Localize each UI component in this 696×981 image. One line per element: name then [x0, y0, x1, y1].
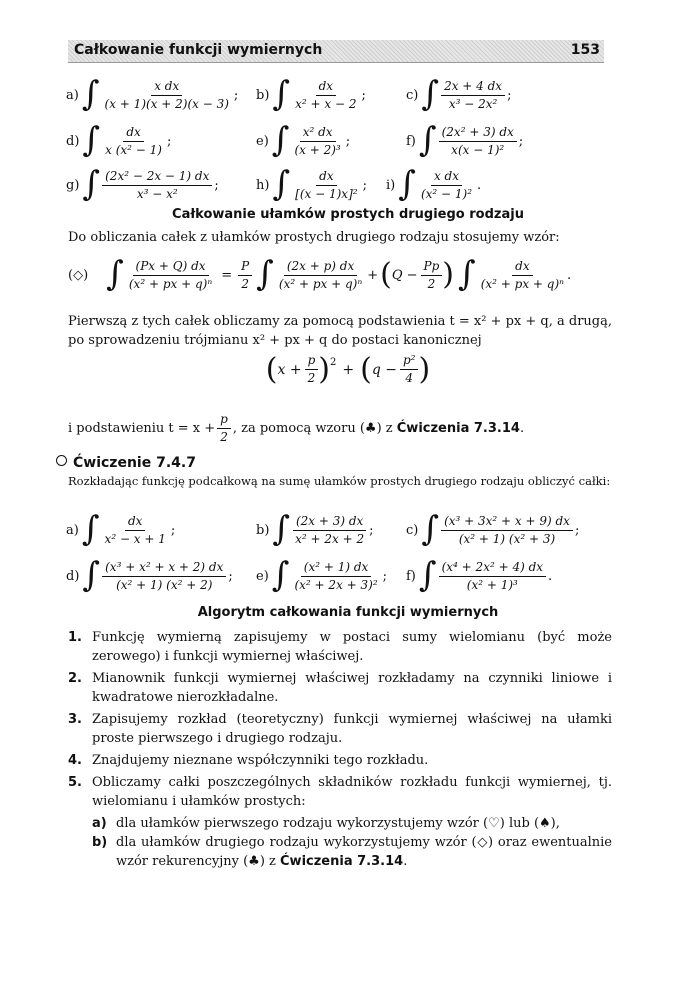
algorithm-step: 5. Obliczamy całki poszczególnych składników rozkładu funkcji wymiernej, tj. wielomianu i ułamków prostych: a) dla ułamków pierwszego rodzaju wykorzystujemy wzór (♡) lub (♠), b) dla ułamków drugiego rodzaju wykorzystujemy wzór (◇) oraz ewentualnie wzór rekurencyjny (♣) z Ćwiczenia 7.3.14.	[68, 775, 612, 869]
section-title: Całkowanie ułamków prostych drugiego rodzaju	[172, 207, 524, 222]
algorithm-title: Algorytm całkowania funkcji wymiernych	[197, 605, 499, 620]
canonical-form: ( x + $\frac{p}{2}$ ) $^2$ + ( q − $\frac{\text{p²}}{4}$ )	[265, 351, 431, 387]
integral-g: g) ∫ $\frac{\text{(2x² − 2x − 1) dx}}{\text{x³ − x²}}$ ;	[66, 164, 219, 204]
exercise-b: b) ∫ $\frac{(2x + 3) dx}{\text{x² + 2x + 2}}$ ;	[256, 509, 374, 549]
integral-e: e) ∫ $\frac{\text{x² dx}}{\text{(x + 2)³}}$ ;	[256, 120, 351, 160]
algorithm-steps	[68, 628, 612, 874]
exercise-f: f) ∫ $\frac{\text{(x⁴ + 2x² + 4) dx}}{\text{(x² + 1)³}}$ .	[406, 555, 553, 595]
exercise-a: a) ∫ $\frac{dx}{\text{x² − x + 1}}$ ;	[66, 509, 176, 549]
exercise-row-2	[66, 553, 616, 599]
integral-d: d) ∫ $\frac{dx}{\text{x (x² − 1)}}$ ;	[66, 120, 172, 160]
algorithm-step: 4. Znajdujemy nieznane współczynniki tego rozkładu.	[68, 753, 429, 768]
header-title: Całkowanie funkcji wymiernych	[74, 42, 323, 58]
exercise-text: Rozkładając funkcję podcałkową na sumę ułamków prostych drugiego rodzaju obliczyć całki:	[68, 474, 611, 488]
integral-h: h) ∫ $\frac{dx}{\text{[(x − 1)x]²}}$ ;	[256, 164, 367, 204]
exercise-e: e) ∫ $\frac{\text{(x² + 1) dx}}{\text{(x² + 2x + 3)²}}$ ;	[256, 555, 388, 595]
exercise-c: c) ∫ $\frac{\text{(x³ + 3x² + x + 9) dx}}{\text{(x² + 1) (x² + 3)}}$ ;	[406, 509, 580, 549]
algorithm-step: 1. Funkcję wymierną zapisujemy w postaci sumy wielomianu (być może zerowego) i funkcji wymiernej właściwej.	[68, 630, 612, 664]
running-header	[68, 40, 604, 63]
exercise-d: d) ∫ $\frac{\text{(x³ + x² + x + 2) dx}}{\text{(x² + 1) (x² + 2)}}$ ;	[66, 555, 233, 595]
integral-row-3	[66, 162, 616, 208]
integral-i: i) ∫ $\frac{\text{x dx}}{\text{(x² − 1)²}}$ .	[386, 164, 482, 204]
algorithm-substep-b: b) dla ułamków drugiego rodzaju wykorzystujemy wzór (◇) oraz ewentualnie wzór rekurencyjny (♣) z Ćwiczenia 7.3.14.	[92, 835, 612, 869]
integral-row-1	[66, 72, 616, 118]
integral-row-2	[66, 118, 616, 164]
section-para-1: Pierwszą z tych całek obliczamy za pomocą podstawienia t = x² + px + q, a drugą, po sprowadzeniu trójmianu x² + px + q do postaci kanonicznej	[68, 314, 612, 348]
algorithm-step: 2. Mianownik funkcji wymiernej właściwej rozkładamy na czynniki liniowe i kwadratowe nierozkładalne.	[68, 671, 612, 705]
exercise-row-1	[66, 507, 616, 553]
integral-a: a) ∫ $\frac{\text{x dx}}{(x + 1)(x + 2)(x - 3)}$ ;	[66, 74, 239, 114]
exercise-circle-icon	[56, 455, 67, 466]
section-intro: Do obliczania całek z ułamków prostych drugiego rodzaju stosujemy wzór:	[68, 230, 560, 245]
integral-c: c) ∫ $\frac{2x + 4 dx}{\text{x³ − 2x²}}$ ;	[406, 74, 512, 114]
algorithm-step: 3. Zapisujemy rozkład (teoretyczny) funkcji wymiernej właściwej na ułamki proste pierwszego i drugiego rodzaju.	[68, 712, 612, 746]
page-number: 153	[570, 42, 600, 58]
integral-b: b) ∫ $\frac{dx}{\text{x² + x − 2}}$ ;	[256, 74, 366, 114]
integral-f: f) ∫ $\frac{\text{(2x² + 3) dx}}{\text{x(x − 1)²}}$ ;	[406, 120, 524, 160]
section-para-2: i podstawieniu t = x + $\frac{p}{2}$ , za pomocą wzoru (♣) z Ćwiczenia 7.3.14 .	[68, 412, 525, 444]
exercise-title: Ćwiczenie 7.4.7	[56, 455, 196, 471]
formula-diamond: (◇) ∫ $\frac{(Px + Q) dx}{\text{(x² + px + q)ⁿ}}$ = $\frac{P}{2}$ ∫ $\frac{(2x + p) dx}{\text{(x² + px + q)ⁿ}}$ + ( Q − $\frac{Pp}{2}$ ) ∫ $\frac{dx}{\text{(x² + px + q)ⁿ}}$ .	[68, 254, 572, 294]
algorithm-substep-a: a) dla ułamków pierwszego rodzaju wykorzystujemy wzór (♡) lub (♠),	[92, 816, 560, 831]
